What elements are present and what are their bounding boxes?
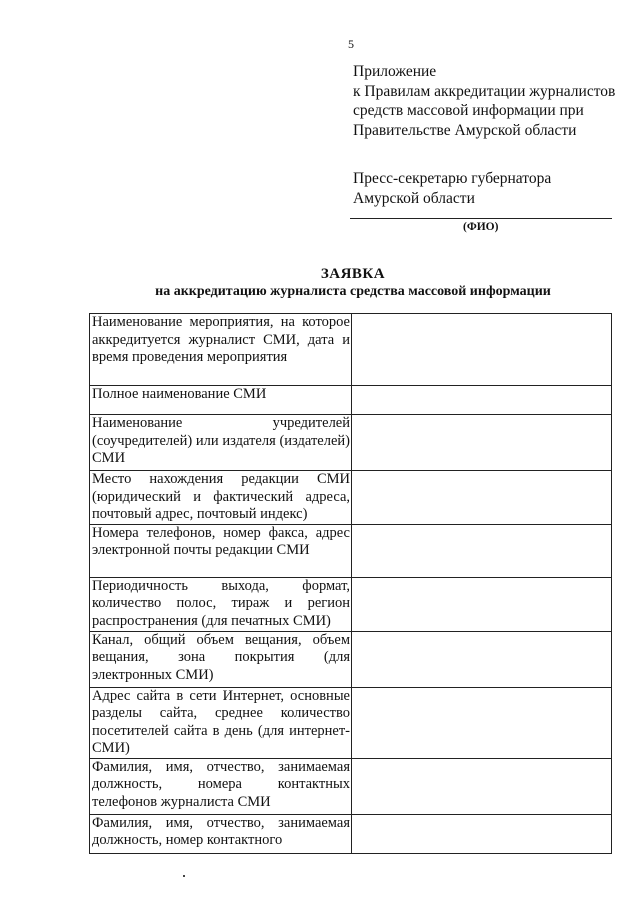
field-label: Наименование мероприятия, на которое аккредитуется журналист СМИ, дата и время проведения мероприятия bbox=[90, 314, 352, 386]
table-row bbox=[90, 687, 612, 758]
field-value[interactable] bbox=[352, 314, 612, 386]
application-form-table bbox=[89, 313, 612, 854]
appendix-line: средств массовой информации при bbox=[353, 102, 584, 119]
field-value[interactable] bbox=[352, 415, 612, 471]
table-row bbox=[90, 577, 612, 631]
document-title: ЗАЯВКА bbox=[320, 266, 386, 282]
field-label: Номера телефонов, номер факса, адрес электронной почты редакции СМИ bbox=[90, 524, 352, 577]
field-value[interactable] bbox=[352, 758, 612, 814]
table-row bbox=[90, 386, 612, 415]
scan-speck bbox=[183, 875, 185, 877]
field-label: Фамилия, имя, отчество, занимаемая должность, номер контактного bbox=[90, 814, 352, 853]
appendix-line: к Правилам аккредитации журналистов bbox=[353, 82, 616, 100]
field-value[interactable] bbox=[352, 577, 612, 631]
field-label: Канал, общий объем вещания, объем вещания, зона покрытия (для электронных СМИ) bbox=[90, 631, 352, 687]
appendix-header bbox=[353, 62, 638, 140]
page-number: 5 bbox=[348, 37, 354, 51]
addressee-line: Пресс-секретарю губернатора bbox=[353, 170, 552, 187]
field-label: Полное наименование СМИ bbox=[90, 386, 352, 415]
field-label: Место нахождения редакции СМИ (юридический и фактический адреса, почтовый адрес, почтовый индекс) bbox=[90, 471, 352, 525]
field-value[interactable] bbox=[352, 631, 612, 687]
field-label: Периодичность выхода, формат, количество полос, тираж и регион распространения (для печатных СМИ) bbox=[90, 577, 352, 631]
table-row bbox=[90, 758, 612, 814]
appendix-line: Приложение bbox=[353, 63, 437, 80]
field-value[interactable] bbox=[352, 386, 612, 415]
field-label: Фамилия, имя, отчество, занимаемая должность, номера контактных телефонов журналиста СМИ bbox=[90, 758, 352, 814]
field-value[interactable] bbox=[352, 687, 612, 758]
field-value[interactable] bbox=[352, 471, 612, 525]
field-label: Адрес сайта в сети Интернет, основные разделы сайта, среднее количество посетителей сайта в день (для интернет-СМИ) bbox=[90, 687, 352, 758]
document-subtitle: на аккредитацию журналиста средства массовой информации bbox=[155, 284, 551, 299]
table-row bbox=[90, 814, 612, 853]
fio-signature-line bbox=[350, 218, 612, 219]
table-row bbox=[90, 415, 612, 471]
field-label: Наименование учредителей (соучредителей) или издателя (издателей) СМИ bbox=[90, 415, 352, 471]
fio-caption: (ФИО) bbox=[463, 221, 499, 233]
field-value[interactable] bbox=[352, 814, 612, 853]
table-row bbox=[90, 524, 612, 577]
field-value[interactable] bbox=[352, 524, 612, 577]
addressee-block bbox=[353, 169, 638, 208]
table-row bbox=[90, 471, 612, 525]
appendix-line: Правительстве Амурской области bbox=[353, 121, 577, 139]
table-row bbox=[90, 631, 612, 687]
addressee-line: Амурской области bbox=[353, 189, 475, 207]
table-row bbox=[90, 314, 612, 386]
